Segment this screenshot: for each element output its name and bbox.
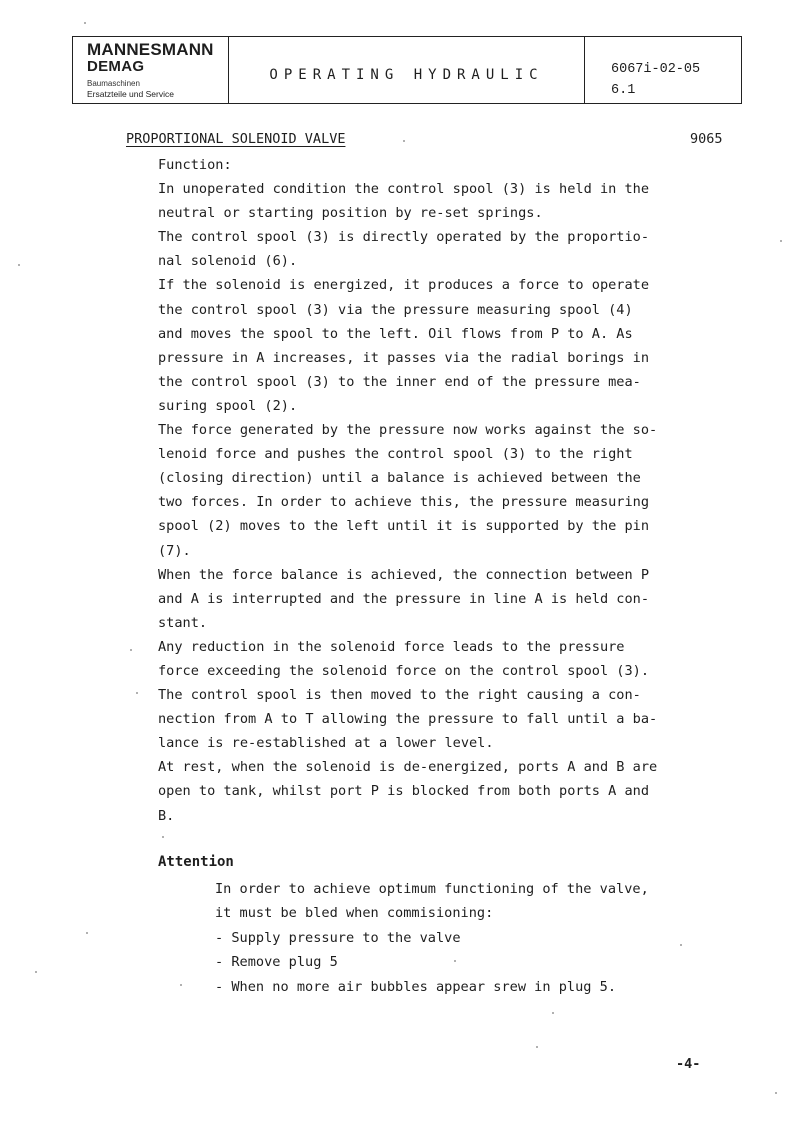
- body-line: (closing direction) until a balance is achieved between the: [158, 470, 641, 487]
- scan-speck: [680, 944, 682, 946]
- body-line: lenoid force and pushes the control spool (3) to the right: [158, 446, 633, 463]
- body-line: two forces. In order to achieve this, the pressure measuring: [158, 494, 650, 511]
- company-brand: DEMAG: [87, 58, 145, 75]
- body-line: and A is interrupted and the pressure in line A is held con-: [158, 590, 650, 607]
- attention-line: it must be bled when commisioning:: [215, 905, 494, 922]
- scan-speck: [552, 1012, 554, 1014]
- scan-speck: [18, 264, 20, 266]
- scan-speck: [780, 240, 782, 242]
- company-service: Ersatzteile und Service: [87, 89, 174, 99]
- body-line: spool (2) moves to the left until it is supported by the pin: [158, 518, 650, 535]
- body-line: force exceeding the solenoid force on the control spool (3).: [158, 662, 650, 679]
- attention-line: In order to achieve optimum functioning of the valve,: [215, 881, 649, 897]
- body-line: When the force balance is achieved, the connection between P: [158, 566, 650, 583]
- body-line: neutral or starting position by re-set springs.: [158, 205, 543, 222]
- page-number: -4-: [676, 1056, 701, 1072]
- body-line: nal solenoid (6).: [158, 253, 298, 270]
- scan-speck: [84, 22, 86, 24]
- body-line: The force generated by the pressure now works against the so-: [158, 422, 658, 439]
- scan-speck: [130, 649, 132, 651]
- scan-speck: [536, 1046, 538, 1048]
- body-line: In unoperated condition the control spool (3) is held in the: [158, 181, 650, 198]
- page-id: 9065: [690, 131, 723, 147]
- scan-speck: [35, 971, 37, 973]
- body-line: and moves the spool to the left. Oil flows from P to A. As: [158, 325, 633, 342]
- body-line: lance is re-established at a lower level.: [158, 735, 494, 752]
- body-line: the control spool (3) to the inner end of the pressure mea-: [158, 373, 641, 390]
- attention-step: - Remove plug 5: [215, 954, 338, 971]
- body-line: Any reduction in the solenoid force leads to the pressure: [158, 638, 625, 655]
- body-line: The control spool is then moved to the right causing a con-: [158, 687, 641, 704]
- scan-speck: [454, 960, 456, 962]
- body-line: If the solenoid is energized, it produces a force to operate: [158, 277, 650, 294]
- body-line: nection from A to T allowing the pressure to fall until a ba-: [158, 711, 658, 728]
- document-section-number: 6.1: [611, 83, 636, 98]
- attention-step: - Supply pressure to the valve: [215, 929, 461, 946]
- scan-speck: [180, 984, 182, 986]
- body-line: (7).: [158, 542, 191, 559]
- scan-speck: [162, 836, 164, 838]
- attention-step: - When no more air bubbles appear srew in plug 5.: [215, 978, 617, 995]
- scan-speck: [403, 140, 405, 142]
- company-name: MANNESMANN: [87, 40, 214, 59]
- body-line: open to tank, whilst port P is blocked from both ports A and: [158, 783, 650, 800]
- attention-instructions: [215, 877, 675, 999]
- body-line: The control spool (3) is directly operated by the proportio-: [158, 229, 650, 246]
- document-title: OPERATING HYDRAULIC: [229, 37, 585, 103]
- body-line: stant.: [158, 614, 208, 631]
- scan-speck: [136, 692, 138, 694]
- scan-speck: [86, 932, 88, 934]
- scan-speck: [775, 1092, 777, 1094]
- body-line: At rest, when the solenoid is de-energized, ports A and B are: [158, 759, 658, 776]
- section-title: PROPORTIONAL SOLENOID VALVE: [126, 131, 346, 147]
- document-code: 6067i-02-05: [611, 62, 701, 77]
- body-line: B.: [158, 807, 175, 824]
- attention-heading: Attention: [158, 854, 234, 870]
- function-description: [158, 153, 664, 828]
- company-division: Baumaschinen: [87, 79, 140, 88]
- body-line: the control spool (3) via the pressure measuring spool (4): [158, 301, 633, 318]
- function-label: Function:: [158, 157, 232, 173]
- body-line: pressure in A increases, it passes via the radial borings in: [158, 349, 650, 366]
- body-line: suring spool (2).: [158, 397, 298, 414]
